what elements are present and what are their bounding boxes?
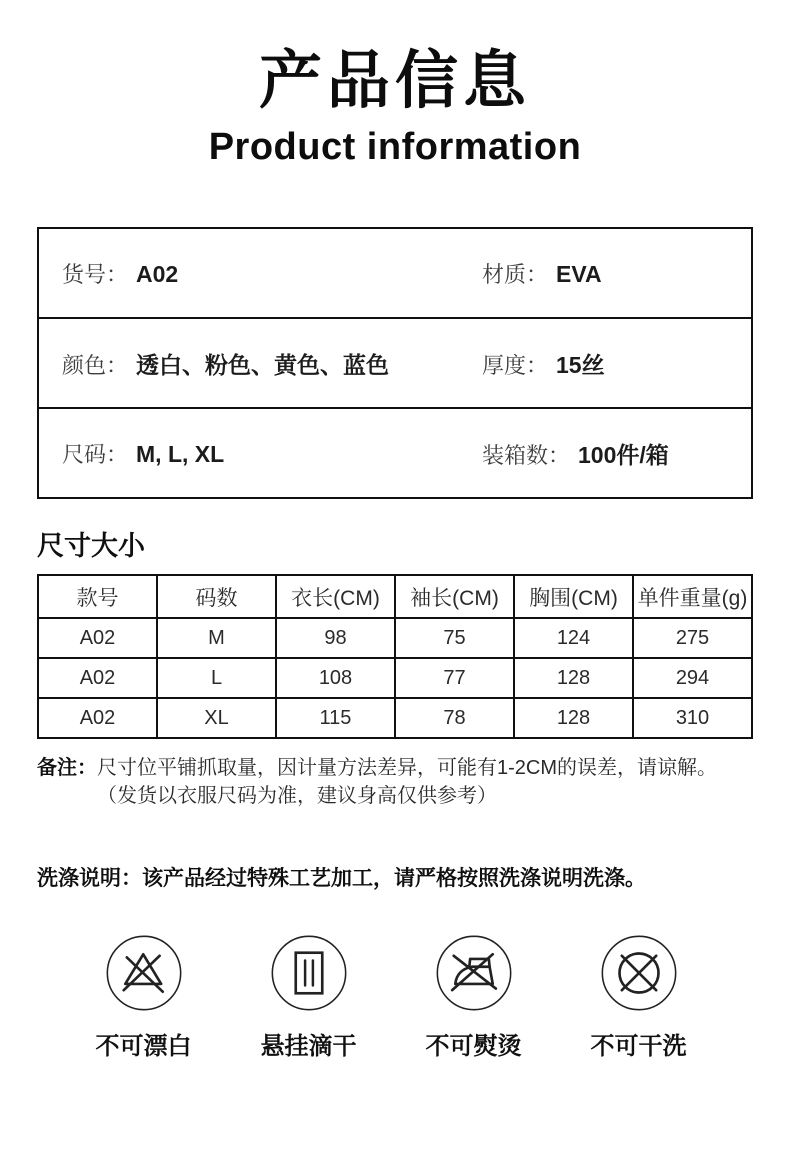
cell-size: XL — [157, 698, 276, 738]
note-label: 备注： — [37, 757, 97, 780]
wash-instruction-text: 该产品经过特殊工艺加工，请严格按照洗涤说明洗涤。 — [142, 866, 646, 890]
page-title-english: Product information — [208, 125, 582, 168]
note-line-1: 尺寸位平铺抓取量，因计量方法差异，可能有1-2CM的误差，请谅解。 — [97, 757, 718, 780]
cell-sleeve: 75 — [395, 618, 514, 658]
no-bleach-icon — [105, 934, 183, 1012]
size-label: 尺码： — [62, 441, 129, 467]
attribute-cell — [39, 258, 482, 289]
care-icons-row — [37, 934, 753, 1061]
packing-qty-label: 装箱数： — [482, 442, 571, 468]
cell-length: 98 — [276, 618, 395, 658]
cell-style-no: A02 — [38, 698, 157, 738]
table-row — [38, 618, 752, 658]
cell-weight: 310 — [633, 698, 752, 738]
size-section-title: 尺寸大小 — [37, 531, 145, 562]
attribute-cell — [482, 437, 751, 470]
wash-instruction-label: 洗涤说明： — [37, 866, 142, 890]
color-label: 颜色： — [62, 352, 129, 378]
attribute-row — [39, 407, 751, 497]
cell-chest: 128 — [514, 658, 633, 698]
care-label: 悬挂滴干 — [260, 1032, 357, 1060]
header-sleeve: 袖长(CM) — [395, 575, 514, 618]
cell-size: M — [157, 618, 276, 658]
header-weight: 单件重量(g) — [633, 575, 752, 618]
page-title-chinese: 产品信息 — [259, 46, 531, 116]
attribute-row — [39, 317, 751, 407]
item-number-label: 货号： — [62, 261, 129, 287]
note-text — [97, 755, 717, 810]
cell-weight: 294 — [633, 658, 752, 698]
size-chart-table — [37, 574, 753, 739]
item-number-value: A02 — [136, 260, 179, 287]
cell-sleeve: 78 — [395, 698, 514, 738]
cell-chest: 124 — [514, 618, 633, 658]
care-label: 不可干洗 — [590, 1032, 687, 1060]
attribute-cell — [39, 347, 482, 380]
cell-style-no: A02 — [38, 658, 157, 698]
header-length: 衣长(CM) — [276, 575, 395, 618]
no-iron-icon — [435, 934, 513, 1012]
care-item-no-dry-clean — [556, 934, 721, 1061]
product-attributes-table — [37, 227, 753, 499]
care-item-drip-dry — [226, 934, 391, 1061]
care-item-no-iron — [391, 934, 556, 1061]
cell-length: 108 — [276, 658, 395, 698]
size-value: M, L, XL — [136, 440, 225, 467]
attribute-row — [39, 229, 751, 317]
cell-length: 115 — [276, 698, 395, 738]
header-chest: 胸围(CM) — [514, 575, 633, 618]
note-section — [37, 755, 753, 810]
material-label: 材质： — [482, 261, 549, 287]
packing-qty-value: 100件/箱 — [578, 441, 669, 468]
care-item-no-bleach — [61, 934, 226, 1061]
attribute-cell — [482, 258, 751, 289]
cell-chest: 128 — [514, 698, 633, 738]
size-table-header-row — [38, 575, 752, 618]
table-row — [38, 698, 752, 738]
care-label: 不可漂白 — [95, 1032, 192, 1060]
thickness-label: 厚度： — [482, 352, 549, 378]
color-value: 透白、粉色、黄色、蓝色 — [136, 351, 390, 378]
attribute-cell — [39, 438, 482, 469]
note-line-2: （发货以衣服尺码为准，建议身高仅供参考） — [97, 784, 497, 807]
cell-sleeve: 77 — [395, 658, 514, 698]
care-label: 不可熨烫 — [425, 1032, 522, 1060]
thickness-value: 15丝 — [556, 351, 605, 378]
wash-instruction — [37, 862, 753, 892]
cell-weight: 275 — [633, 618, 752, 658]
header-style-no: 款号 — [38, 575, 157, 618]
material-value: EVA — [556, 260, 602, 287]
drip-dry-icon — [270, 934, 348, 1012]
table-row — [38, 658, 752, 698]
no-dry-clean-icon — [600, 934, 678, 1012]
cell-style-no: A02 — [38, 618, 157, 658]
header-size: 码数 — [157, 575, 276, 618]
attribute-cell — [482, 347, 751, 380]
product-info-page — [0, 42, 790, 1061]
cell-size: L — [157, 658, 276, 698]
